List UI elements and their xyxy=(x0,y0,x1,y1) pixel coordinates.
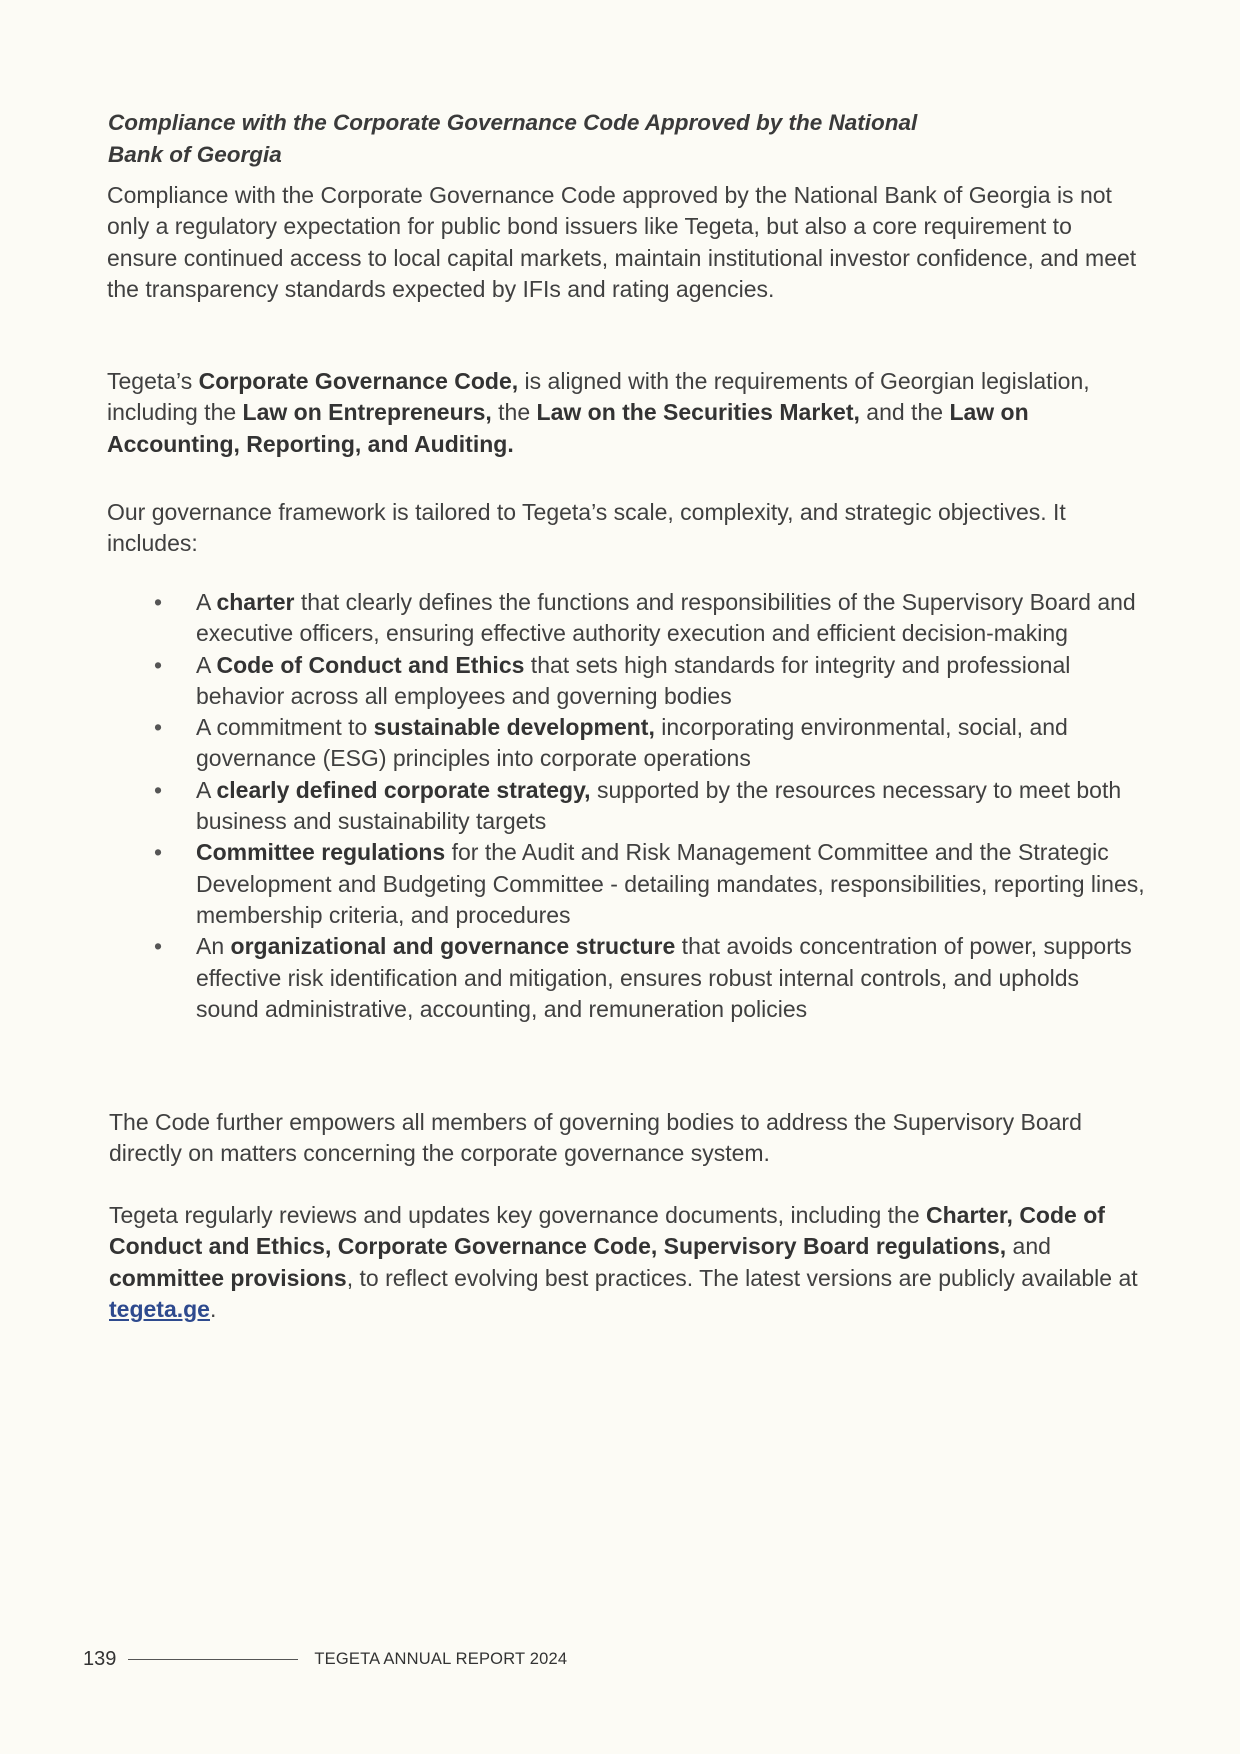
footer-divider xyxy=(128,1659,298,1660)
list-item: • A commitment to sustainable development, incorporating environmental, social, and governance (ESG) principles into corporate operations xyxy=(154,714,1068,772)
bullet-icon: • xyxy=(154,651,163,678)
framework-list xyxy=(150,587,1145,1025)
bullet-icon: • xyxy=(154,933,163,960)
law-entrepreneurs-term: Law on Entrepreneurs, xyxy=(242,399,492,426)
list-item: • Committee regulations for the Audit and Risk Management Committee and the Strategic Development and Budgeting Committee - detailing mandates, responsibilities, reporting lines, membership criteria, and procedures xyxy=(154,839,1145,928)
section-heading-line1: Compliance with the Corporate Governance Code Approved by the National xyxy=(108,110,918,135)
bullet-icon: • xyxy=(154,839,163,866)
bullet-icon: • xyxy=(154,589,163,615)
list-item: • A charter that clearly defines the functions and responsibilities of the Supervisory Board and executive officers, ensuring effective authority execution and efficient decision-making xyxy=(154,589,1136,647)
law-accounting-term: Law on Accounting, Reporting, and Auditing. xyxy=(107,399,1029,457)
law-securities-term: Law on the Securities Market, xyxy=(536,399,860,426)
list-item: • A clearly defined corporate strategy, supported by the resources necessary to meet both business and sustainability targets xyxy=(154,776,1122,835)
bullet-icon: • xyxy=(154,776,163,803)
code-paragraph: Tegeta’s Corporate Governance Code, is aligned with the requirements of Georgian legislation, including the Law on Entrepreneurs, the Law on the Securities Market, and the Law on Accounting, Reporting, and Auditing. xyxy=(107,368,1090,457)
list-item: • A Code of Conduct and Ethics that sets high standards for integrity and professional behavior across all employees and governing bodies xyxy=(154,651,1071,709)
corporate-governance-code-term: Corporate Governance Code, xyxy=(198,368,519,394)
review-paragraph: Tegeta regularly reviews and updates key governance documents, including the Charter, Code of Conduct and Ethics, Corporate Governance Code, Supervisory Board regulations, and committee provisions, to reflect evolving best practices. The latest versions are publicly available at tegeta.ge. xyxy=(109,1202,1138,1322)
section-heading xyxy=(108,107,1008,171)
framework-intro-paragraph: Our governance framework is tailored to Tegeta’s scale, complexity, and strategic objectives. It includes: xyxy=(107,499,1066,557)
list-item: • An organizational and governance structure that avoids concentration of power, supports effective risk identification and mitigation, ensures robust internal controls, and upholds sound administrative, accounting, and remuneration policies xyxy=(154,933,1132,1022)
page-footer xyxy=(83,1644,567,1674)
bullet-icon: • xyxy=(154,714,163,741)
section-heading-line2: Bank of Georgia xyxy=(108,142,282,167)
intro-paragraph: Compliance with the Corporate Governance Code approved by the National Bank of Georgia is not only a regulatory expectation for public bond issuers like Tegeta, but also a core requirement to ensure continued access to local capital markets, maintain institutional investor confidence, and meet the transparency standards expected by IFIs and rating agencies. xyxy=(107,182,1137,302)
governance-documents-term: Charter, Code of Conduct and Ethics, Corporate Governance Code, Supervisory Board regulations, xyxy=(109,1202,1105,1260)
empower-paragraph: The Code further empowers all members of governing bodies to address the Supervisory Board directly on matters concerning the corporate governance system. xyxy=(109,1109,1082,1167)
page-number: 139 xyxy=(83,1647,117,1670)
tegeta-website-link[interactable]: tegeta.ge xyxy=(109,1295,210,1322)
report-title: TEGETA ANNUAL REPORT 2024 xyxy=(314,1649,568,1668)
committee-provisions-term: committee provisions xyxy=(109,1264,347,1291)
